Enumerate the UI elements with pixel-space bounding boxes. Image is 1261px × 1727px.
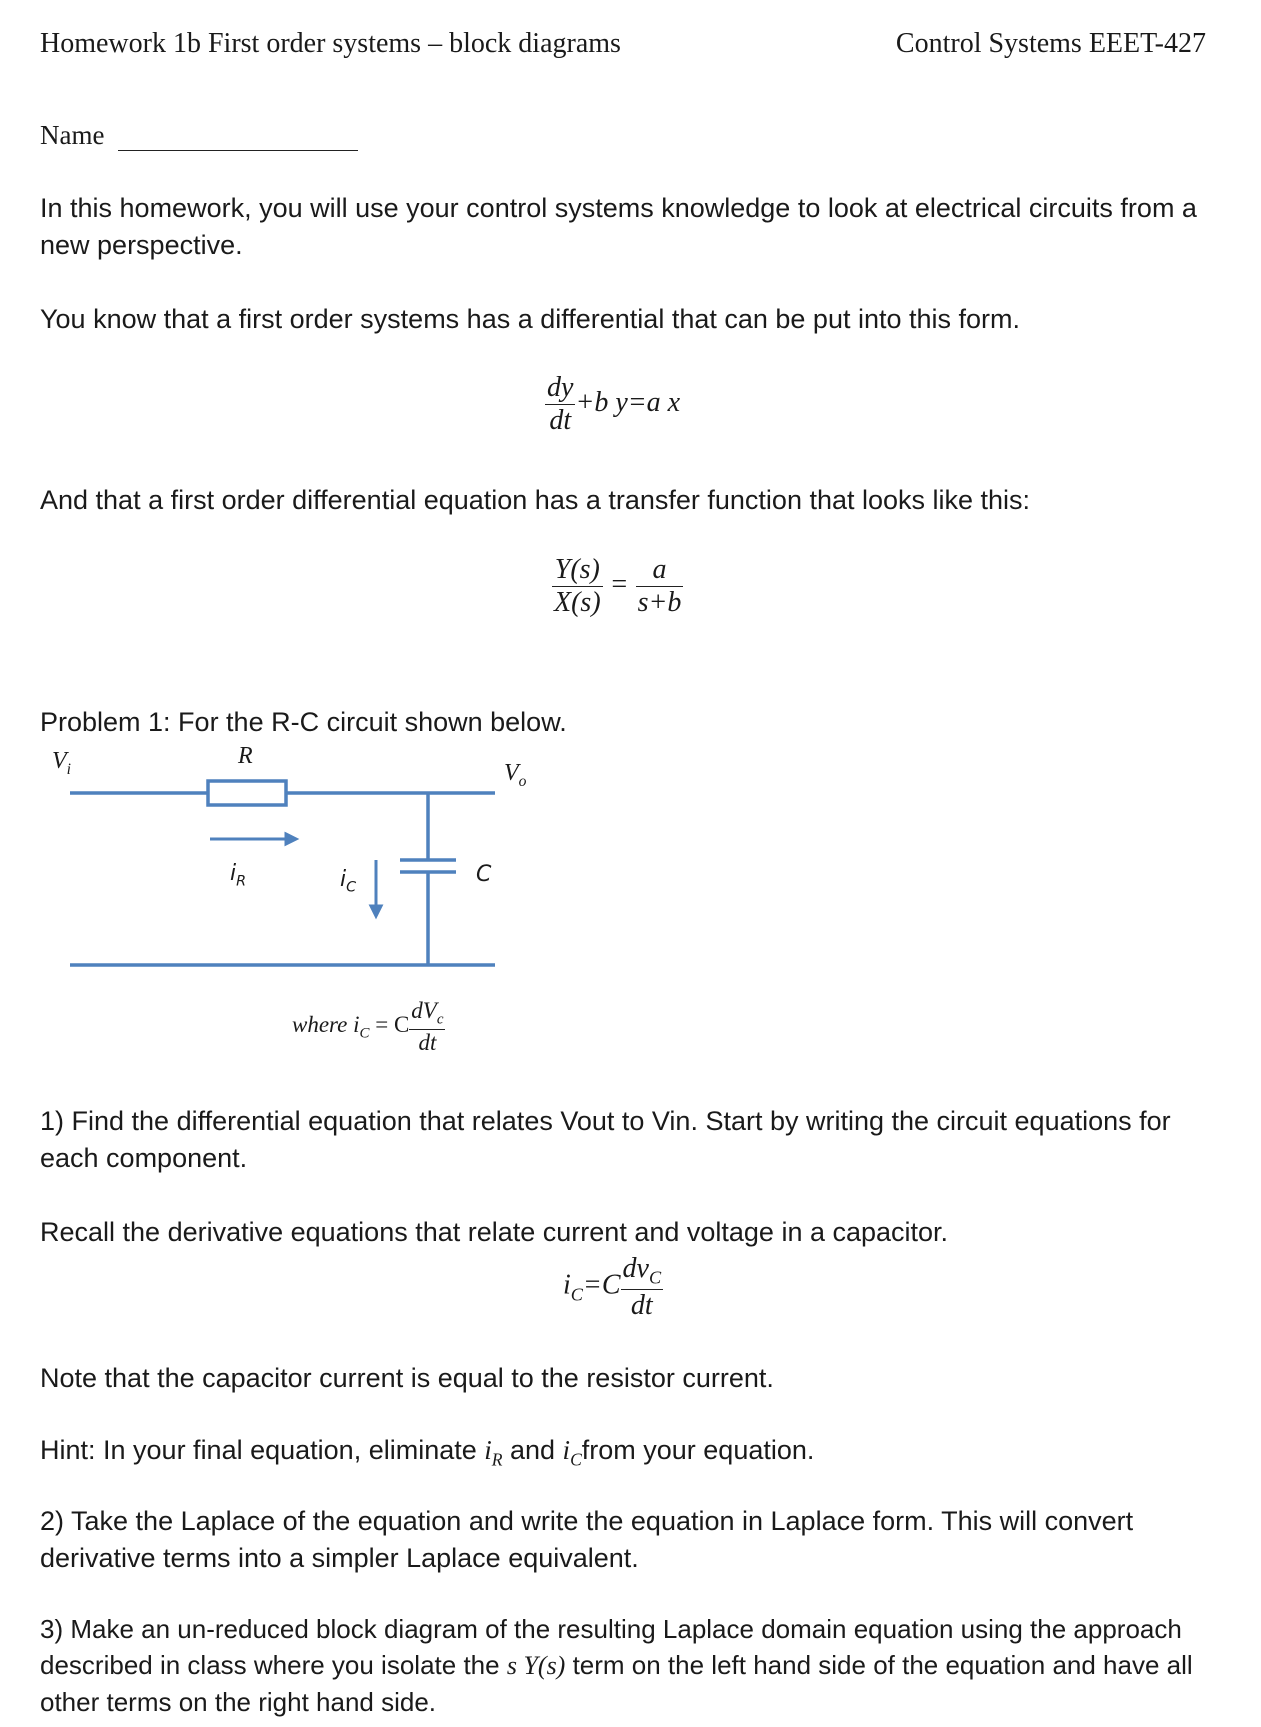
- vi-label: $V_i$: [52, 748, 72, 778]
- resistor-label: R: [238, 743, 253, 769]
- transfer-function-equation: [552, 554, 683, 619]
- ir-label: $i_R$: [230, 861, 247, 890]
- capacitor-equation: $i_C=C$ $\frac{dv_C}{dt}$: [563, 1253, 662, 1321]
- capacitor-current-arrow: [371, 860, 381, 916]
- ic-label: $i_C$: [340, 867, 357, 896]
- note-paragraph: Note that the capacitor current is equal to the resistor current.: [40, 1363, 774, 1393]
- name-label: Name: [40, 120, 105, 150]
- capacitor-label: C: [476, 862, 492, 887]
- eq1-den: dt: [549, 405, 572, 436]
- question-2: 2) Take the Laplace of the equation and write the equation in Laplace form. This will convert derivative terms into a simpler Laplace equivalent.: [40, 1506, 1134, 1573]
- name-field-line[interactable]: [118, 150, 358, 151]
- problem-1-heading: Problem 1: For the R-C circuit shown below.: [40, 707, 567, 737]
- eq1-rest: +b y=a x: [575, 386, 681, 418]
- vo-label: $V_o$: [504, 760, 527, 790]
- transfer-paragraph: And that a first order differential equation has a transfer function that looks like this:: [40, 485, 1031, 515]
- recall-paragraph: Recall the derivative equations that relate current and voltage in a capacitor.: [40, 1217, 949, 1247]
- hint-paragraph: Hint: In your final equation, eliminate $i_R$ and $i_Cfrom$ your equation.: [40, 1435, 815, 1470]
- header-left-title: Homework 1b First order systems – block diagrams: [40, 28, 621, 59]
- question-3: 3) Make an un-reduced block diagram of the resulting Laplace domain equation using the approach described in class where you isolate the s Y(s) term on the left hand side of the equation and have all other terms on the right hand side.: [40, 1614, 1193, 1717]
- eq1-num: dy: [547, 372, 574, 403]
- eq2-rhs-num: a: [636, 554, 684, 587]
- eq2-rhs-den: s+b: [637, 587, 682, 618]
- eq2-lhs-den: X(s): [554, 587, 601, 618]
- eq2-equals: =: [609, 568, 629, 600]
- header-right-title: Control Systems EEET-427: [895, 28, 1206, 59]
- capacitor-current-caption: where $i_C = C$ $\frac{dV_c}{dt}$: [292, 998, 444, 1055]
- resistor: [208, 781, 286, 805]
- eq2-lhs-num: Y(s): [552, 554, 603, 587]
- question-1: 1) Find the differential equation that relates Vout to Vin. Start by writing the circuit equations for each component.: [40, 1106, 1171, 1173]
- intro-paragraph-2: You know that a first order systems has a differential that can be put into this form.: [40, 304, 1021, 334]
- resistor-current-arrow: [210, 834, 296, 844]
- first-order-equation: [545, 372, 680, 437]
- intro-paragraph-1: In this homework, you will use your control systems knowledge to look at electrical circuits from a new perspective.: [40, 193, 1197, 260]
